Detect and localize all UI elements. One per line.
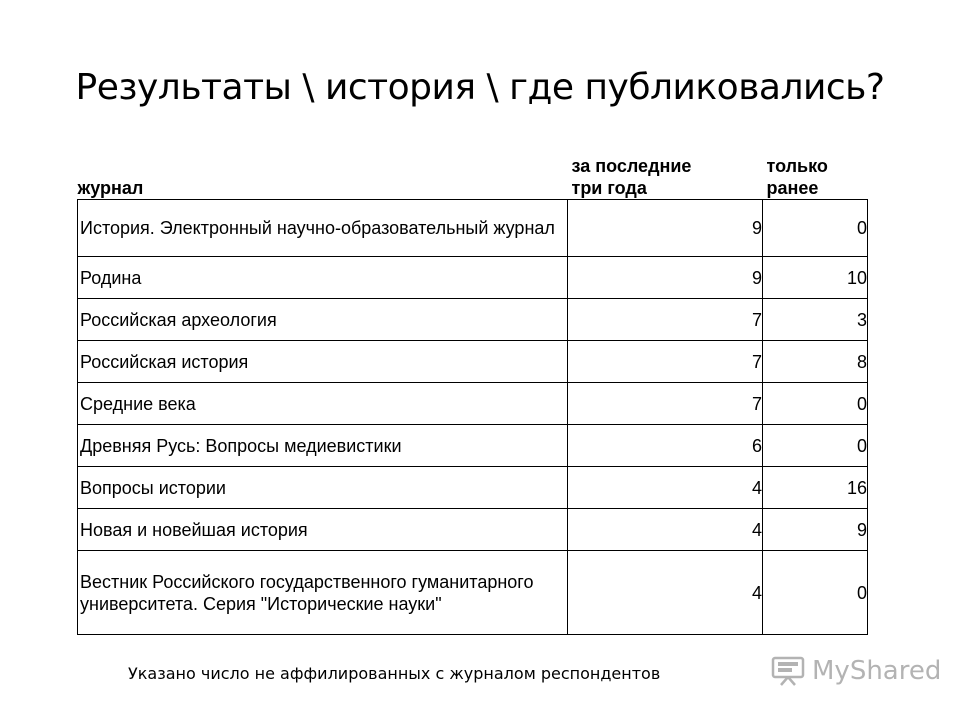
cell-recent: 4 — [568, 551, 763, 635]
table-row — [78, 383, 868, 425]
results-table — [77, 145, 868, 635]
cell-earlier: 9 — [763, 509, 868, 551]
table-row — [78, 299, 868, 341]
cell-recent: 4 — [568, 467, 763, 509]
header-recent — [568, 145, 763, 200]
slide-title: Результаты \ история \ где публиковались? — [75, 67, 885, 108]
table-row — [78, 551, 868, 635]
results-table-container — [77, 145, 868, 635]
cell-earlier: 10 — [763, 257, 868, 299]
cell-journal: Древняя Русь: Вопросы медиевистики — [78, 425, 568, 467]
table-header-row — [78, 145, 868, 200]
cell-journal: Родина — [78, 257, 568, 299]
header-journal-label: журнал — [77, 178, 144, 198]
table-row — [78, 509, 868, 551]
cell-earlier: 3 — [763, 299, 868, 341]
cell-journal: Российская археология — [78, 299, 568, 341]
cell-journal: Вопросы истории — [78, 467, 568, 509]
cell-earlier: 0 — [763, 425, 868, 467]
watermark-logo[interactable] — [770, 655, 941, 687]
footnote: Указано число не аффилированных с журналом респондентов — [128, 664, 661, 683]
cell-journal: Новая и новейшая история — [78, 509, 568, 551]
table-row — [78, 467, 868, 509]
cell-earlier: 8 — [763, 341, 868, 383]
table-row — [78, 257, 868, 299]
cell-recent: 7 — [568, 299, 763, 341]
cell-journal: Вестник Российского государственного гуманитарного университета. Серия "Исторические науки" — [78, 551, 568, 635]
cell-journal: Средние века — [78, 383, 568, 425]
cell-journal: История. Электронный научно-образовательный журнал — [78, 200, 568, 257]
cell-recent: 7 — [568, 341, 763, 383]
header-recent-line2: три года — [571, 178, 647, 198]
table-row — [78, 200, 868, 257]
table-row — [78, 425, 868, 467]
header-journal — [78, 145, 568, 200]
cell-recent: 7 — [568, 383, 763, 425]
cell-recent: 6 — [568, 425, 763, 467]
cell-recent: 9 — [568, 200, 763, 257]
cell-earlier: 0 — [763, 383, 868, 425]
presentation-board-icon — [770, 655, 806, 687]
header-recent-line1: за последние — [571, 156, 692, 176]
header-earlier-line1: только — [766, 156, 828, 176]
header-earlier — [763, 145, 868, 200]
cell-recent: 4 — [568, 509, 763, 551]
cell-earlier: 0 — [763, 551, 868, 635]
table-row — [78, 341, 868, 383]
header-earlier-line2: ранее — [766, 178, 819, 198]
cell-recent: 9 — [568, 257, 763, 299]
watermark-text: MyShared — [812, 656, 942, 686]
cell-earlier: 0 — [763, 200, 868, 257]
cell-earlier: 16 — [763, 467, 868, 509]
cell-journal: Российская история — [78, 341, 568, 383]
